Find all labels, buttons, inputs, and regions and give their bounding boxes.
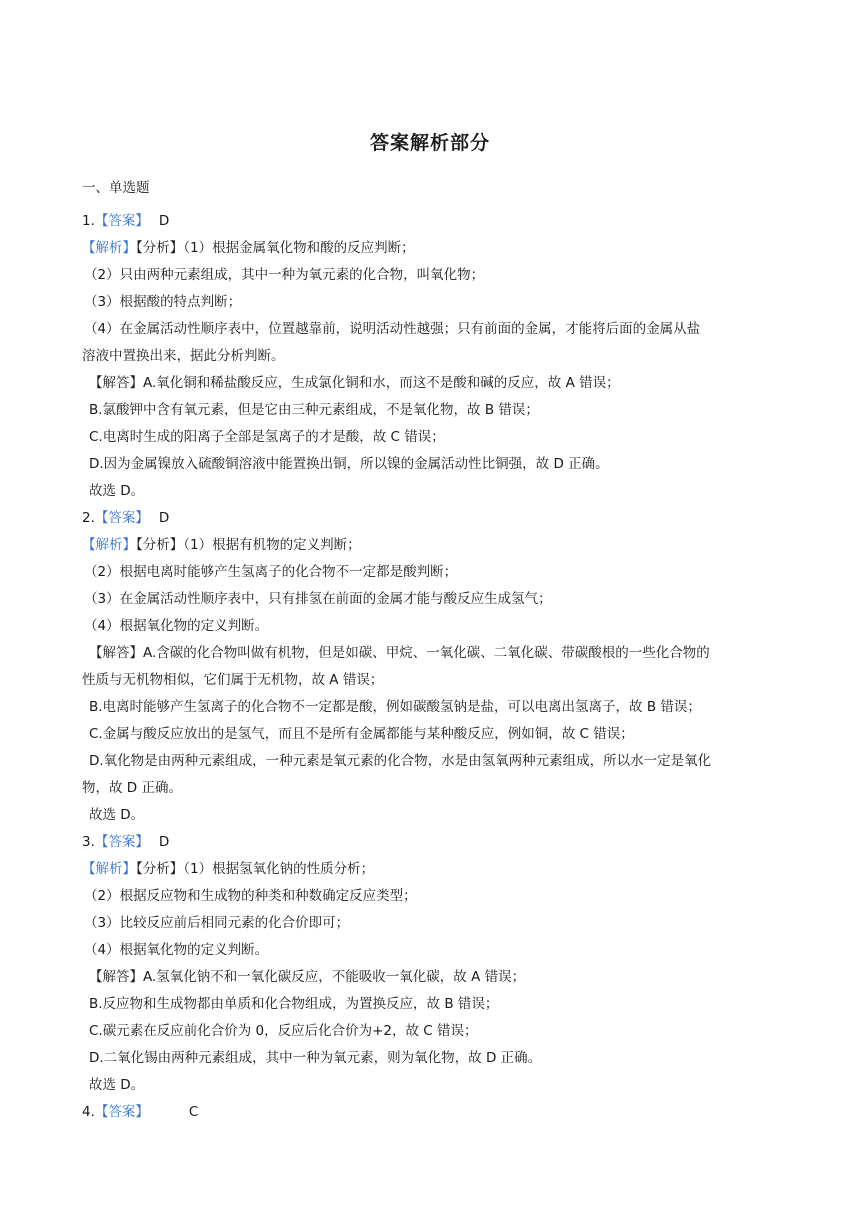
q2-analysis-line	[82, 535, 361, 555]
q2-analysis-head: 【分析】（1）根据有机物的定义判断；	[136, 537, 361, 553]
q2-solution-a1: 【解答】A.含碳的化合物叫做有机物，但是如碳、甲烷、一氧化碳、二氧化碳、带碳酸根的一些化合物的	[89, 645, 710, 661]
answer-tag: 【答案】	[94, 1104, 149, 1120]
q1-point-4b: 溶液中置换出来，据此分析判断。	[82, 348, 285, 364]
q2-answer: D	[158, 510, 170, 526]
q3-point-3: （3）比较反应前后相同元素的化合价即可；	[84, 915, 350, 931]
q1-answer: D	[158, 213, 170, 229]
analysis-tag: 【解析】	[82, 537, 136, 553]
q4-answer: C	[188, 1104, 199, 1120]
q1-solution-d: D.因为金属镍放入硫酸铜溶液中能置换出铜，所以镍的金属活动性比铜强，故 D 正确。	[89, 456, 609, 472]
answer-tag: 【答案】	[94, 213, 149, 229]
q3-choose: 故选 D。	[89, 1077, 145, 1093]
q1-point-4a: （4）在金属活动性顺序表中，位置越靠前，说明活动性越强；只有前面的金属，才能将后面的金属从盐	[84, 321, 701, 337]
q3-solution-c: C.碳元素在反应前化合价为 0，反应后化合价为+2，故 C 错误；	[89, 1023, 478, 1039]
answer-tag: 【答案】	[94, 834, 149, 850]
q4-number: 4.	[82, 1104, 95, 1120]
analysis-tag: 【解析】	[82, 240, 136, 256]
q2-answer-line	[82, 508, 169, 528]
q4-answer-line	[82, 1102, 198, 1122]
q2-solution-d2: 物，故 D 正确。	[82, 780, 182, 796]
q3-number: 3.	[82, 834, 95, 850]
q3-analysis-line	[82, 859, 374, 879]
section-heading: 一、单选题	[82, 180, 150, 196]
q1-solution-c: C.电离时生成的阳离子全部是氢离子的才是酸，故 C 错误；	[89, 429, 445, 445]
q3-answer: D	[158, 834, 170, 850]
q2-point-2: （2）根据电离时能够产生氢离子的化合物不一定都是酸判断；	[84, 564, 458, 580]
q1-choose: 故选 D。	[89, 483, 145, 499]
q2-choose: 故选 D。	[89, 807, 145, 823]
answer-tag: 【答案】	[94, 510, 149, 526]
q3-analysis-head: 【分析】（1）根据氢氧化钠的性质分析；	[136, 861, 375, 877]
q1-analysis-line	[82, 238, 415, 258]
q1-analysis-head: 【分析】（1）根据金属氧化物和酸的反应判断；	[136, 240, 415, 256]
q3-answer-line	[82, 832, 169, 852]
q2-solution-c: C.金属与酸反应放出的是氢气，而且不是所有金属都能与某种酸反应，例如铜，故 C 错误；	[89, 726, 634, 742]
q2-solution-b: B.电离时能够产生氢离子的化合物不一定都是酸，例如碳酸氢钠是盐，可以电离出氢离子，故 B 错误；	[89, 699, 701, 715]
q2-point-3: （3）在金属活动性顺序表中，只有排氢在前面的金属才能与酸反应生成氢气；	[84, 591, 552, 607]
q2-solution-a2: 性质与无机物相似，它们属于无机物，故 A 错误；	[82, 672, 384, 688]
q2-point-4: （4）根据氧化物的定义判断。	[84, 618, 269, 634]
q3-solution-b: B.反应物和生成物都由单质和化合物组成，为置换反应，故 B 错误；	[89, 996, 499, 1012]
q2-number: 2.	[82, 510, 95, 526]
q1-number: 1.	[82, 213, 95, 229]
q1-solution-a: 【解答】A.氧化铜和稀盐酸反应，生成氯化铜和水，而这不是酸和碱的反应，故 A 错误；	[89, 375, 620, 391]
q3-solution-a: 【解答】A.氢氧化钠不和一氧化碳反应，不能吸收一氧化碳，故 A 错误；	[89, 969, 526, 985]
q2-solution-d1: D.氧化物是由两种元素组成，一种元素是氧元素的化合物，水是由氢氧两种元素组成，所以水一定是氧化	[89, 753, 712, 769]
q3-point-4: （4）根据氧化物的定义判断。	[84, 942, 269, 958]
q3-point-2: （2）根据反应物和生成物的种类和种数确定反应类型；	[84, 888, 417, 904]
q1-point-2: （2）只由两种元素组成，其中一种为氧元素的化合物，叫氧化物；	[84, 267, 485, 283]
analysis-tag: 【解析】	[82, 861, 136, 877]
q3-solution-d: D.二氧化锡由两种元素组成，其中一种为氧元素，则为氧化物，故 D 正确。	[89, 1050, 542, 1066]
page-title: 答案解析部分	[369, 132, 490, 154]
q1-solution-b: B.氯酸钾中含有氧元素，但是它由三种元素组成，不是氧化物，故 B 错误；	[89, 402, 539, 418]
q1-answer-line	[82, 211, 169, 231]
q1-point-3: （3）根据酸的特点判断；	[84, 294, 242, 310]
